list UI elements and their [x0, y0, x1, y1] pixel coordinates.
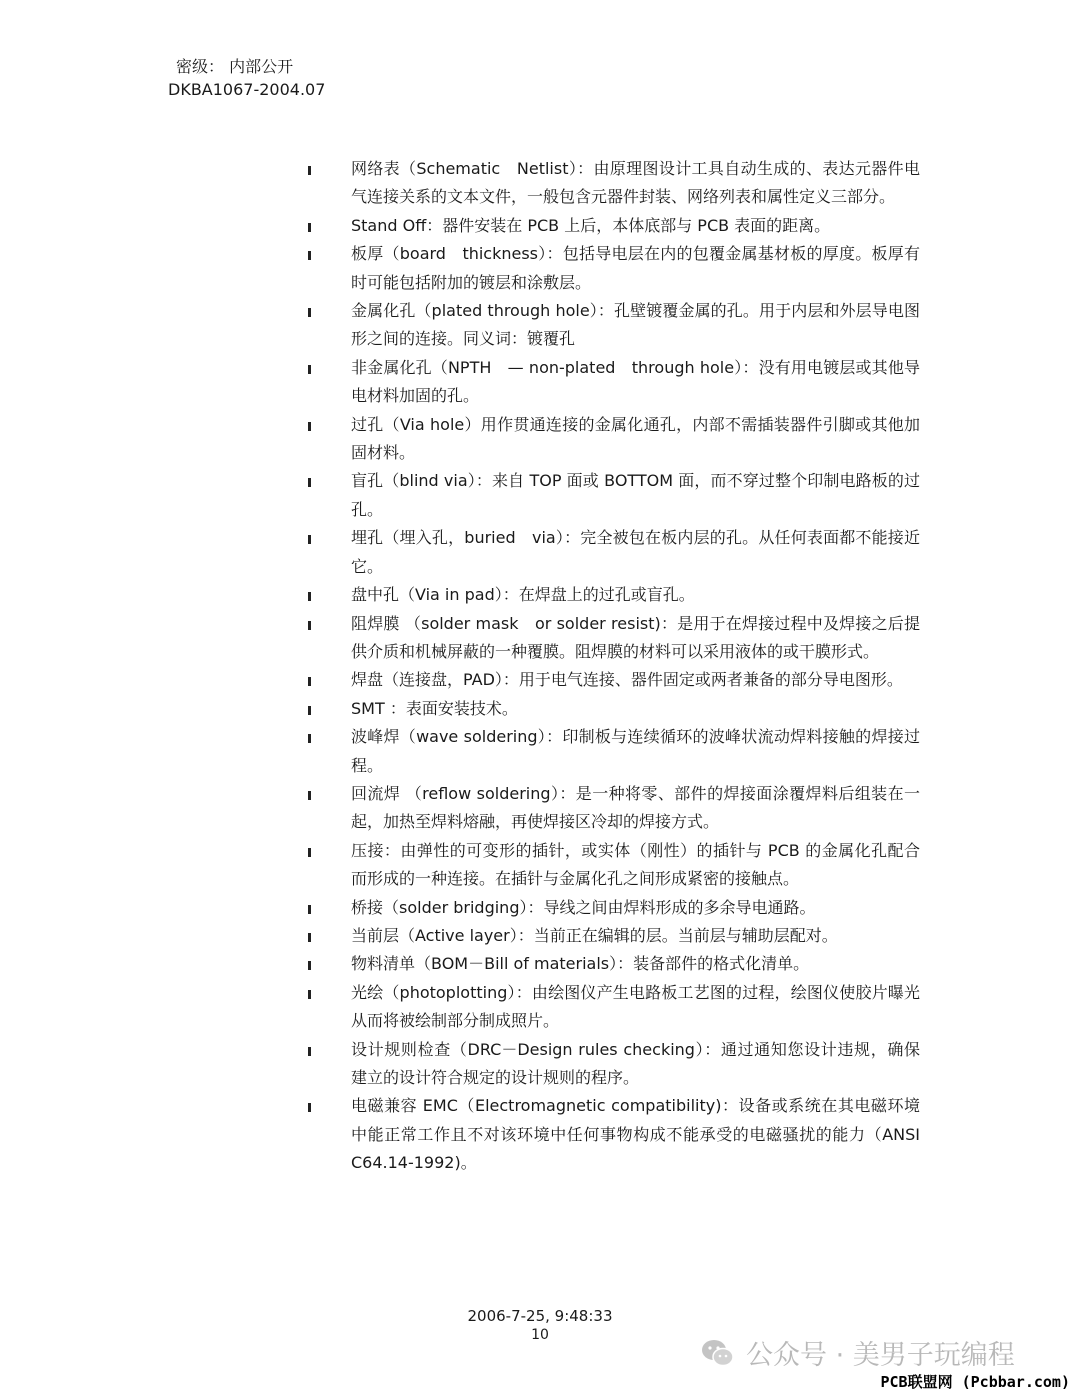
bullet-icon	[308, 961, 311, 970]
list-item: 波峰焊（wave soldering）：印制板与连续循环的波峰状流动焊料接触的焊接过程。	[308, 723, 920, 780]
bullet-icon	[308, 535, 311, 544]
list-item: 压接：由弹性的可变形的插针，或实体（刚性）的插针与 PCB 的金属化孔配合而形成的一种连接。在插针与金属化孔之间形成紧密的接触点。	[308, 837, 920, 894]
bullet-icon	[308, 166, 311, 175]
list-item: 板厚（board thickness）：包括导电层在内的包覆金属基材板的厚度。板厚有时可能包括附加的镀层和涂敷层。	[308, 240, 920, 297]
list-item: 设计规则检查（DRC－Design rules checking）：通过通知您设计违规，确保建立的设计符合规定的设计规则的程序。	[308, 1036, 920, 1093]
footer-datetime: 2006-7-25, 9:48:33	[467, 1307, 613, 1325]
list-item: 过孔（Via hole）用作贯通连接的金属化通孔，内部不需插装器件引脚或其他加固材料。	[308, 411, 920, 468]
classification-label: 密级： 内部公开	[176, 57, 294, 76]
bullet-icon	[308, 905, 311, 914]
wechat-icon	[700, 1338, 736, 1368]
watermark	[700, 1333, 1015, 1372]
bullet-icon	[308, 933, 311, 942]
list-item: Stand Off：器件安装在 PCB 上后，本体底部与 PCB 表面的距离。	[308, 212, 920, 240]
bullet-icon	[308, 308, 311, 317]
document-number: DKBA1067-2004.07	[168, 80, 326, 99]
list-item: 盘中孔（Via in pad）：在焊盘上的过孔或盲孔。	[308, 581, 920, 609]
list-item: 桥接（solder bridging）：导线之间由焊料形成的多余导电通路。	[308, 894, 920, 922]
list-item: 回流焊 （reflow soldering）：是一种将零、部件的焊接面涂覆焊料后组装在一起，加热至焊料熔融，再使焊接区冷却的焊接方式。	[308, 780, 920, 837]
list-item: 物料清单（BOM－Bill of materials）：装备部件的格式化清单。	[308, 950, 920, 978]
bullet-icon	[308, 478, 311, 487]
list-item: SMT ：表面安装技术。	[308, 695, 920, 723]
bullet-icon	[308, 706, 311, 715]
list-item: 金属化孔（plated through hole）：孔壁镀覆金属的孔。用于内层和外层导电图形之间的连接。同义词：镀覆孔	[308, 297, 920, 354]
source-stamp: PCB联盟网 (Pcbbar.com)	[880, 1373, 1070, 1391]
bullet-icon	[308, 677, 311, 686]
bullet-icon	[308, 422, 311, 431]
list-item: 阻焊膜 （solder mask or solder resist)：是用于在焊接过程中及焊接之后提供介质和机械屏蔽的一种覆膜。阻焊膜的材料可以采用液体的或干膜形式。	[308, 610, 920, 667]
bullet-icon	[308, 1103, 311, 1112]
bullet-icon	[308, 223, 311, 232]
page-number: 10	[531, 1327, 549, 1343]
bullet-icon	[308, 251, 311, 260]
bullet-icon	[308, 990, 311, 999]
list-item: 非金属化孔（NPTH — non-plated through hole）：没有用电镀层或其他导电材料加固的孔。	[308, 354, 920, 411]
bullet-icon	[308, 791, 311, 800]
bullet-icon	[308, 734, 311, 743]
list-item: 焊盘（连接盘，PAD）：用于电气连接、器件固定或两者兼备的部分导电图形。	[308, 666, 920, 694]
list-item: 埋孔（埋入孔，buried via）：完全被包在板内层的孔。从任何表面都不能接近它。	[308, 524, 920, 581]
bullet-icon	[308, 592, 311, 601]
list-item: 光绘（photoplotting）：由绘图仪产生电路板工艺图的过程，绘图仪使胶片曝光从而将被绘制部分制成照片。	[308, 979, 920, 1036]
watermark-text: 公众号 · 美男子玩编程	[746, 1340, 1015, 1371]
bullet-icon	[308, 848, 311, 857]
list-item: 电磁兼容 EMC（Electromagnetic compatibility)：设备或系统在其电磁环境中能正常工作且不对该环境中任何事物构成不能承受的电磁骚扰的能力（ANSI C64.14-1992)。	[308, 1092, 920, 1177]
glossary-list	[308, 155, 920, 1178]
list-item: 盲孔（blind via）：来自 TOP 面或 BOTTOM 面，而不穿过整个印制电路板的过孔。	[308, 467, 920, 524]
bullet-icon	[308, 365, 311, 374]
bullet-icon	[308, 621, 311, 630]
bullet-icon	[308, 1047, 311, 1056]
list-item: 网络表（Schematic Netlist）：由原理图设计工具自动生成的、表达元器件电气连接关系的文本文件，一般包含元器件封装、网络列表和属性定义三部分。	[308, 155, 920, 212]
list-item: 当前层（Active layer）：当前正在编辑的层。当前层与辅助层配对。	[308, 922, 920, 950]
